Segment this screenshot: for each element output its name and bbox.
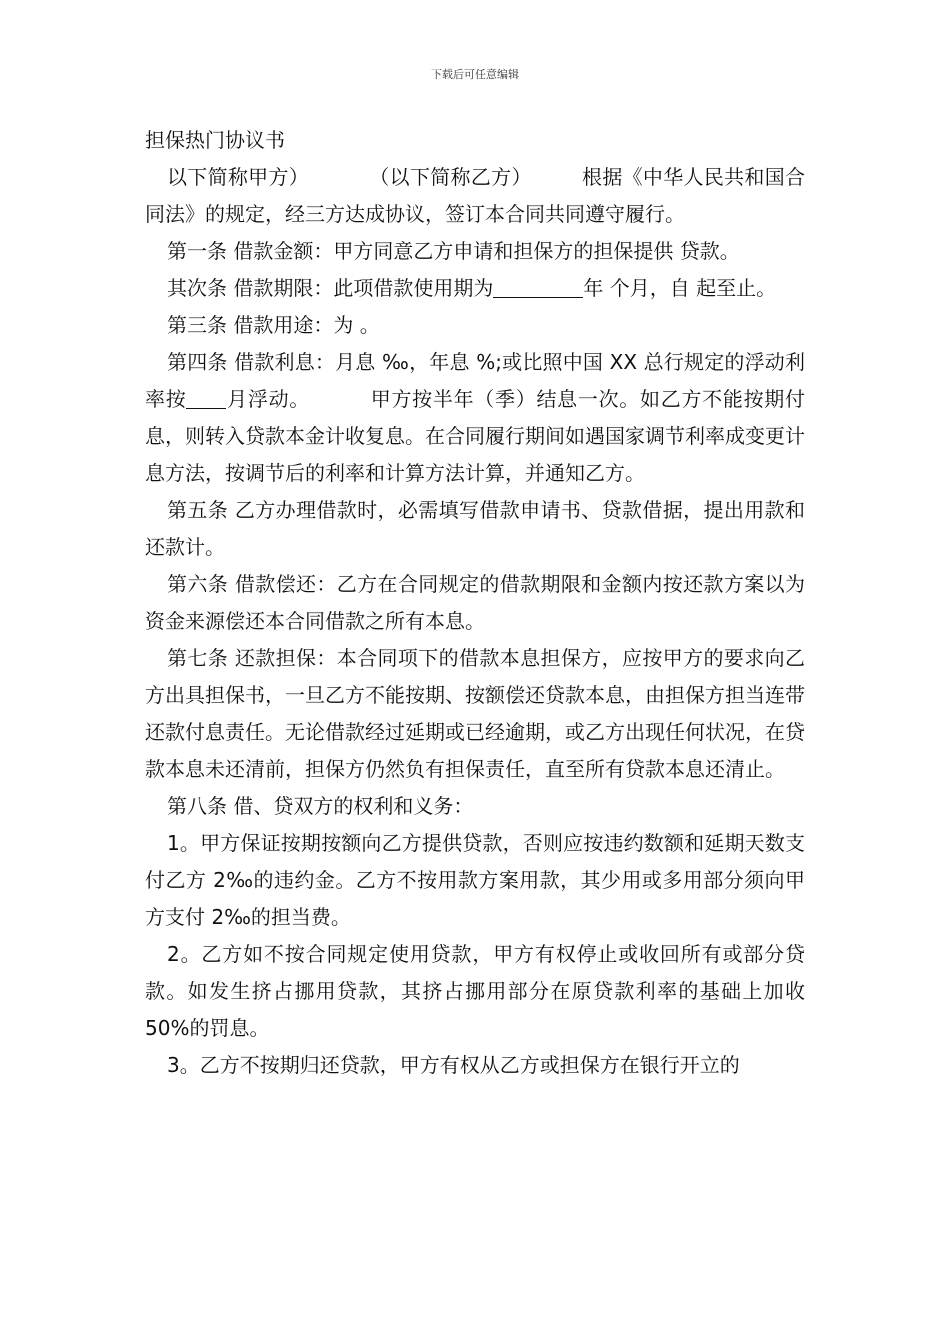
page-header: 下载后可任意编辑 [431, 68, 519, 81]
intro-paragraph [145, 159, 805, 233]
article-4-text-a: 第四条 借款利息：月息 ‰，年息 %;或比照中国 XX 总行规定的浮动利率按 [145, 350, 805, 411]
article-8-item: 1。甲方保证按期按额向乙方提供贷款，否则应按违约数额和延期天数支付乙方 2‰的违约金。乙方不按用款方案用款，其少用或多用部分须向甲方支付 2‰的担当费。 [145, 831, 805, 929]
article-3: 第三条 借款用途：为 。 [167, 313, 380, 337]
document-title: 担保热门协议书 [145, 128, 285, 152]
article-6: 第六条 借款偿还：乙方在合同规定的借款期限和金额内按还款方案以为资金来源偿还本合同借款之所有本息。 [145, 572, 805, 633]
article-1: 第一条 借款金额：甲方同意乙方申请和担保方的担保提供 贷款。 [167, 239, 740, 263]
party-a-text: 以下简称甲方） [167, 165, 310, 189]
article-4-text-b: 月浮动。 [226, 387, 311, 411]
article-7: 第七条 还款担保：本合同项下的借款本息担保方，应按甲方的要求向乙方出具担保书，一旦乙方不能按期、按额偿还贷款本息，由担保方担当连带还款付息责任。无论借款经过延期或已经逾期，或乙方出现任何状况，在贷款本息未还清前，担保方仍然负有担保责任，直至所有贷款本息还清止。 [145, 646, 805, 781]
fill-in-blank [493, 275, 583, 298]
article-4 [145, 344, 805, 492]
party-b-text: （以下简称乙方） [369, 165, 532, 189]
article-8: 第八条 借、贷双方的权利和义务： [167, 794, 474, 818]
fill-in-blank [186, 386, 226, 409]
article-8-item: 3。乙方不按期归还贷款，甲方有权从乙方或担保方在银行开立的 [167, 1053, 740, 1077]
article-4-text-c: 甲方按半年（季）结息一次。如乙方不能按期付息，则转入贷款本金计收复息。在合同履行期间如遇国家调节利率成变更计息方法，按调节后的利率和计算方法计算，并通知乙方。 [145, 387, 806, 485]
document-body [145, 122, 805, 1084]
legal-basis-text: 根据《中华人民共和国合同法》的规定，经三方达成协议，签订本合同共同遵守履行。 [145, 165, 806, 226]
article-2 [145, 270, 805, 307]
article-2-text-a: 其次条 借款期限：此项借款使用期为 [167, 276, 494, 300]
article-5: 第五条 乙方办理借款时，必需填写借款申请书、贷款借据，提出用款和还款计。 [145, 498, 805, 559]
article-2-text-b: 年 个月，自 起至止。 [583, 276, 777, 300]
article-8-item: 2。乙方如不按合同规定使用贷款，甲方有权停止或收回所有或部分贷款。如发生挤占挪用贷款，其挤占挪用部分在原贷款利率的基础上加收 50%的罚息。 [145, 942, 805, 1040]
